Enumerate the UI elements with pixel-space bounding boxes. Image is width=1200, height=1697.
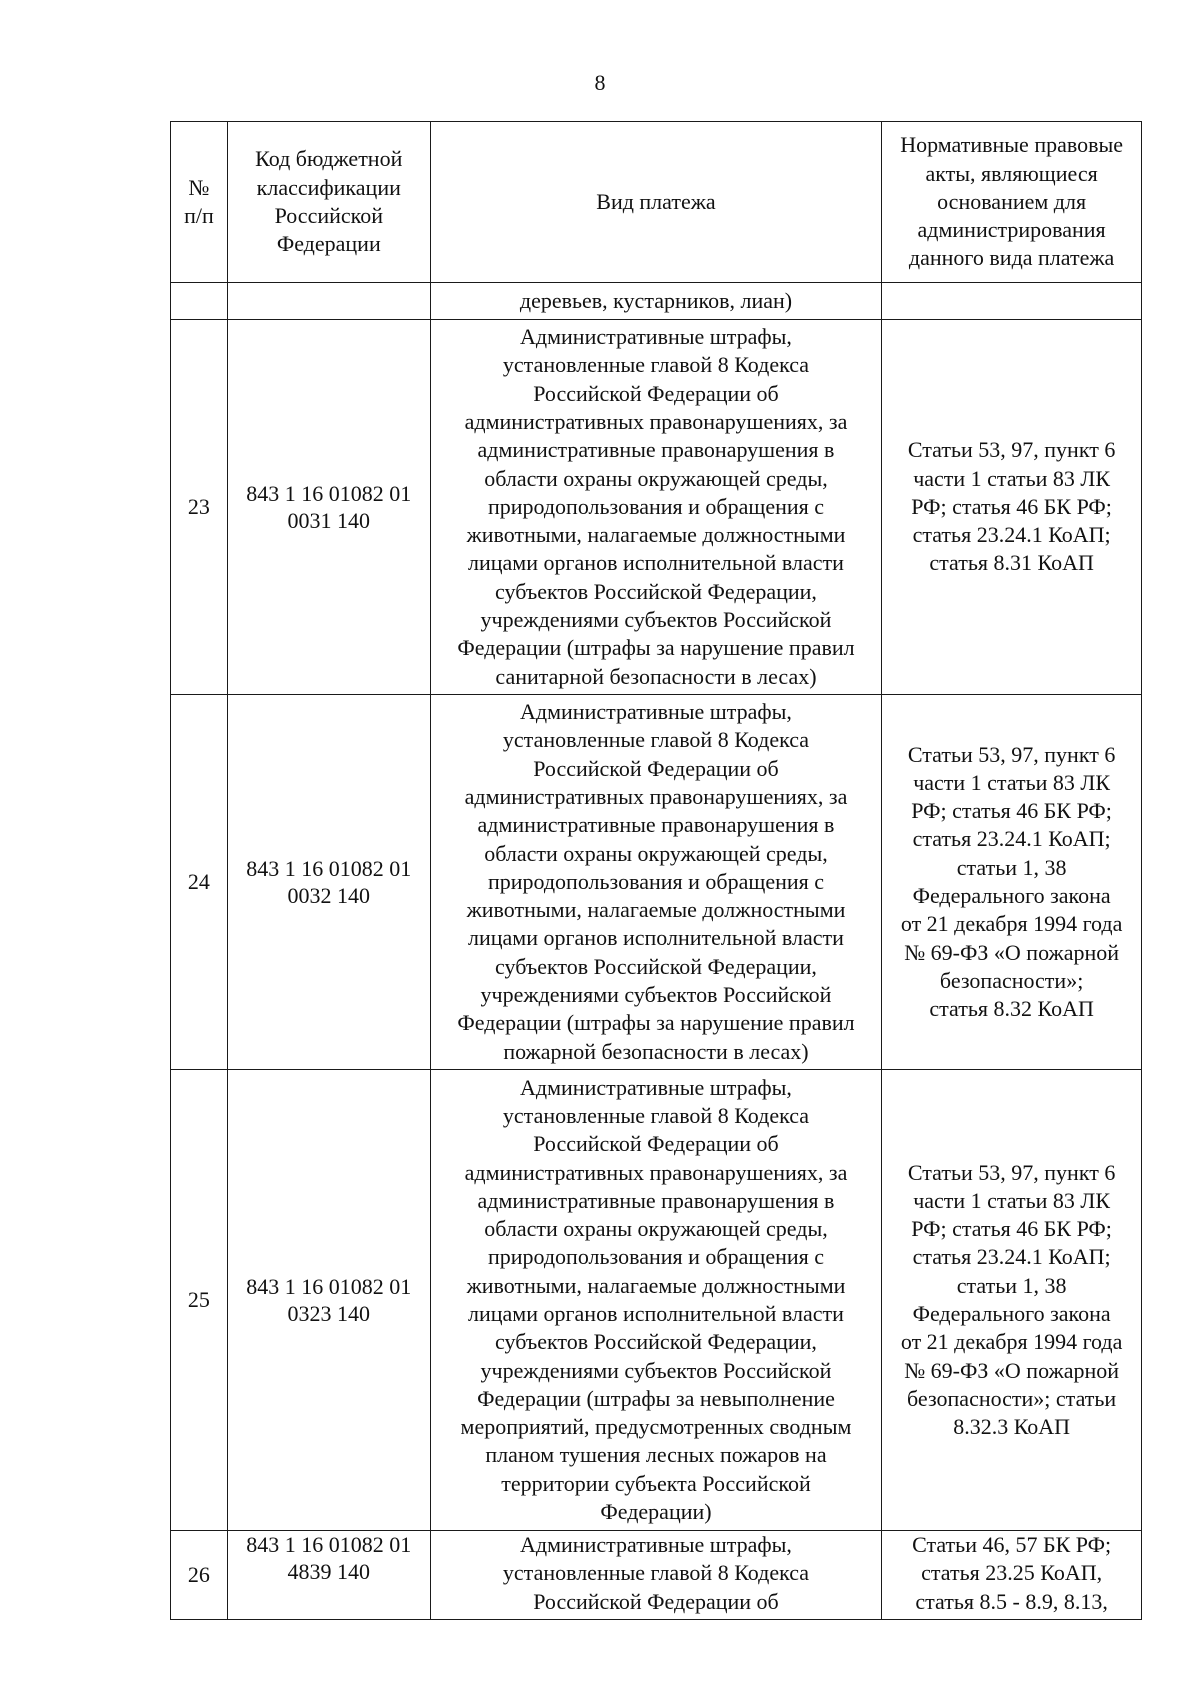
cell-legal-acts [882, 283, 1142, 320]
page-number: 8 [594, 70, 606, 95]
table-row-continuation [171, 283, 1142, 320]
cell-legal-acts: Статьи 53, 97, пункт 6 части 1 статьи 83 ЛК РФ; статья 46 БК РФ; статья 23.24.1 КоАП; статья 8.31 КоАП [882, 320, 1142, 695]
header-budget-code: Код бюджетной классификации Российской Федерации [227, 122, 430, 283]
header-payment-type: Вид платежа [430, 122, 882, 283]
cell-number: 26 [171, 1531, 228, 1620]
cell-budget-code: 843 1 16 01082 01 0032 140 [227, 695, 430, 1070]
header-legal-acts: Нормативные правовые акты, являющиеся основанием для администрирования данного вида платежа [882, 122, 1142, 283]
cell-legal-acts: Статьи 53, 97, пункт 6 части 1 статьи 83 ЛК РФ; статья 46 БК РФ; статья 23.24.1 КоАП; статьи 1, 38 Федерального закона от 21 декабря 1994 года № 69-ФЗ «О пожарной безопасности»; статья 8.32 КоАП [882, 695, 1142, 1070]
cell-payment-type: Административные штрафы, установленные главой 8 Кодекса Российской Федерации об административных правонарушениях, за административные правонарушения в области охраны окружающей среды, природопользования и обращения с животными, налагаемые должностными лицами органов исполнительной власти субъектов Российской Федерации, учреждениями субъектов Российской Федерации (штрафы за нарушение правил санитарной безопасности в лесах) [430, 320, 882, 695]
cell-payment-type: Административные штрафы, установленные главой 8 Кодекса Российской Федерации об административных правонарушениях, за административные правонарушения в области охраны окружающей среды, природопользования и обращения с животными, налагаемые должностными лицами органов исполнительной власти субъектов Российской Федерации, учреждениями субъектов Российской Федерации (штрафы за нарушение правил пожарной безопасности в лесах) [430, 695, 882, 1070]
header-number: № п/п [171, 122, 228, 283]
table-header-row [171, 122, 1142, 283]
cell-budget-code [227, 283, 430, 320]
cell-number: 25 [171, 1070, 228, 1531]
cell-legal-acts: Статьи 53, 97, пункт 6 части 1 статьи 83 ЛК РФ; статья 46 БК РФ; статья 23.24.1 КоАП; статьи 1, 38 Федерального закона от 21 декабря 1994 года № 69-ФЗ «О пожарной безопасности»; статьи 8.32.3 КоАП [882, 1070, 1142, 1531]
cell-number [171, 283, 228, 320]
budget-codes-table [170, 121, 1142, 1620]
cell-budget-code: 843 1 16 01082 01 0323 140 [227, 1070, 430, 1531]
cell-legal-acts: Статьи 46, 57 БК РФ; статья 23.25 КоАП, статья 8.5 - 8.9, 8.13, [882, 1531, 1142, 1620]
table-row [171, 1070, 1142, 1531]
cell-payment-type: Административные штрафы, установленные главой 8 Кодекса Российской Федерации об [430, 1531, 882, 1620]
cell-budget-code: 843 1 16 01082 01 0031 140 [227, 320, 430, 695]
cell-number: 24 [171, 695, 228, 1070]
cell-payment-type: Административные штрафы, установленные главой 8 Кодекса Российской Федерации об административных правонарушениях, за административные правонарушения в области охраны окружающей среды, природопользования и обращения с животными, налагаемые должностными лицами органов исполнительной власти субъектов Российской Федерации, учреждениями субъектов Российской Федерации (штрафы за невыполнение мероприятий, предусмотренных сводным планом тушения лесных пожаров на территории субъекта Российской Федерации) [430, 1070, 882, 1531]
cell-budget-code: 843 1 16 01082 01 4839 140 [227, 1531, 430, 1620]
table-row [171, 1531, 1142, 1620]
table-row [171, 320, 1142, 695]
cell-number: 23 [171, 320, 228, 695]
cell-payment-type: деревьев, кустарников, лиан) [430, 283, 882, 320]
table-row [171, 695, 1142, 1070]
